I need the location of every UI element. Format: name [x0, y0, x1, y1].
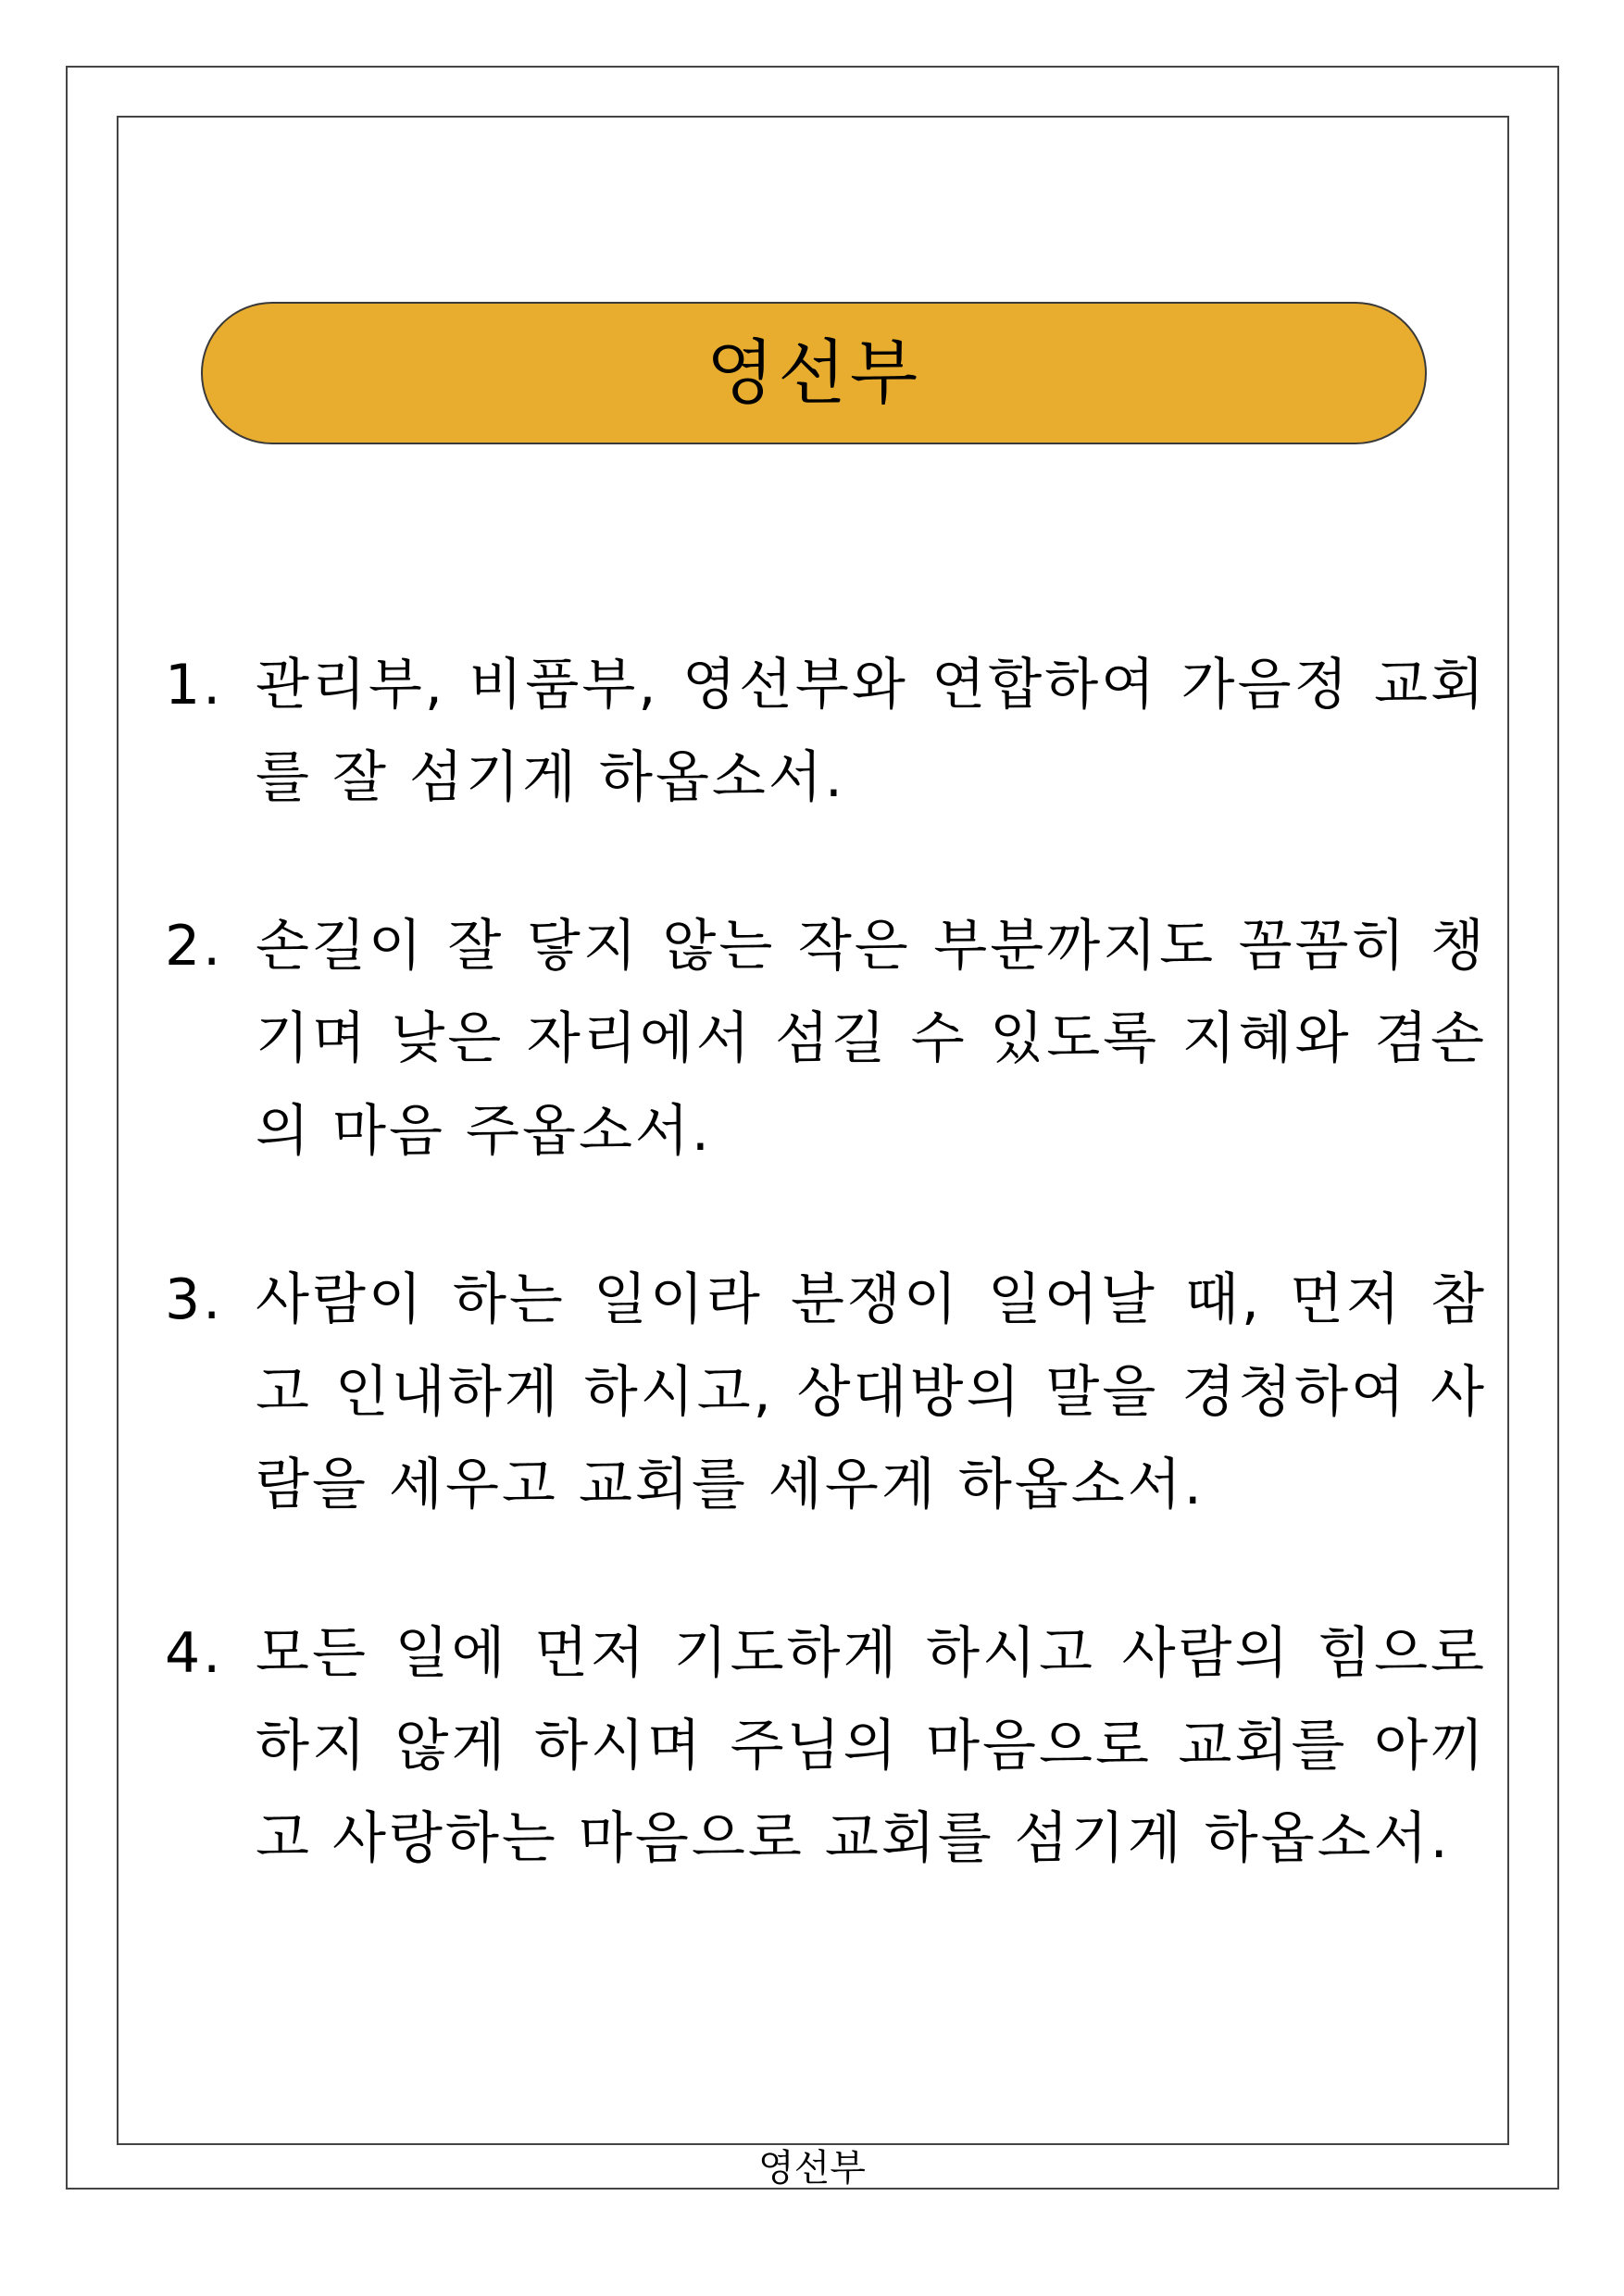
prayer-item-1 [165, 639, 1487, 824]
prayer-text: 손길이 잘 닿지 않는 작은 부분까지도 꼼꼼히 챙기며 낮은 자리에서 섬길 수 있도록 지혜와 겸손의 마음 주옵소서. [256, 914, 1487, 1164]
prayer-list [165, 639, 1487, 1961]
prayer-number: 2. [165, 914, 224, 979]
prayer-item-3 [165, 1254, 1487, 1531]
prayer-text: 사람이 하는 일이라 분쟁이 일어날 때, 먼저 참고 인내하게 하시고, 상대방의 말을 경청하여 사람을 세우고 교회를 세우게 하옵소서. [256, 1267, 1487, 1517]
prayer-text: 모든 일에 먼저 기도하게 하시고 사람의 힘으로 하지 않게 하시며 주님의 마음으로 교회를 아끼고 사랑하는 마음으로 교회를 섬기게 하옵소서. [256, 1621, 1487, 1871]
page-title: 영선부 [706, 331, 922, 414]
page-footer: 영선부 [758, 2147, 866, 2190]
prayer-text: 관리부, 비품부, 영선부와 연합하여 가음정 교회를 잘 섬기게 하옵소서. [256, 653, 1487, 810]
title-banner [201, 302, 1427, 444]
prayer-number: 1. [165, 653, 224, 718]
prayer-number: 4. [165, 1621, 224, 1686]
prayer-item-4 [165, 1607, 1487, 1885]
prayer-item-2 [165, 900, 1487, 1178]
prayer-number: 3. [165, 1267, 224, 1332]
